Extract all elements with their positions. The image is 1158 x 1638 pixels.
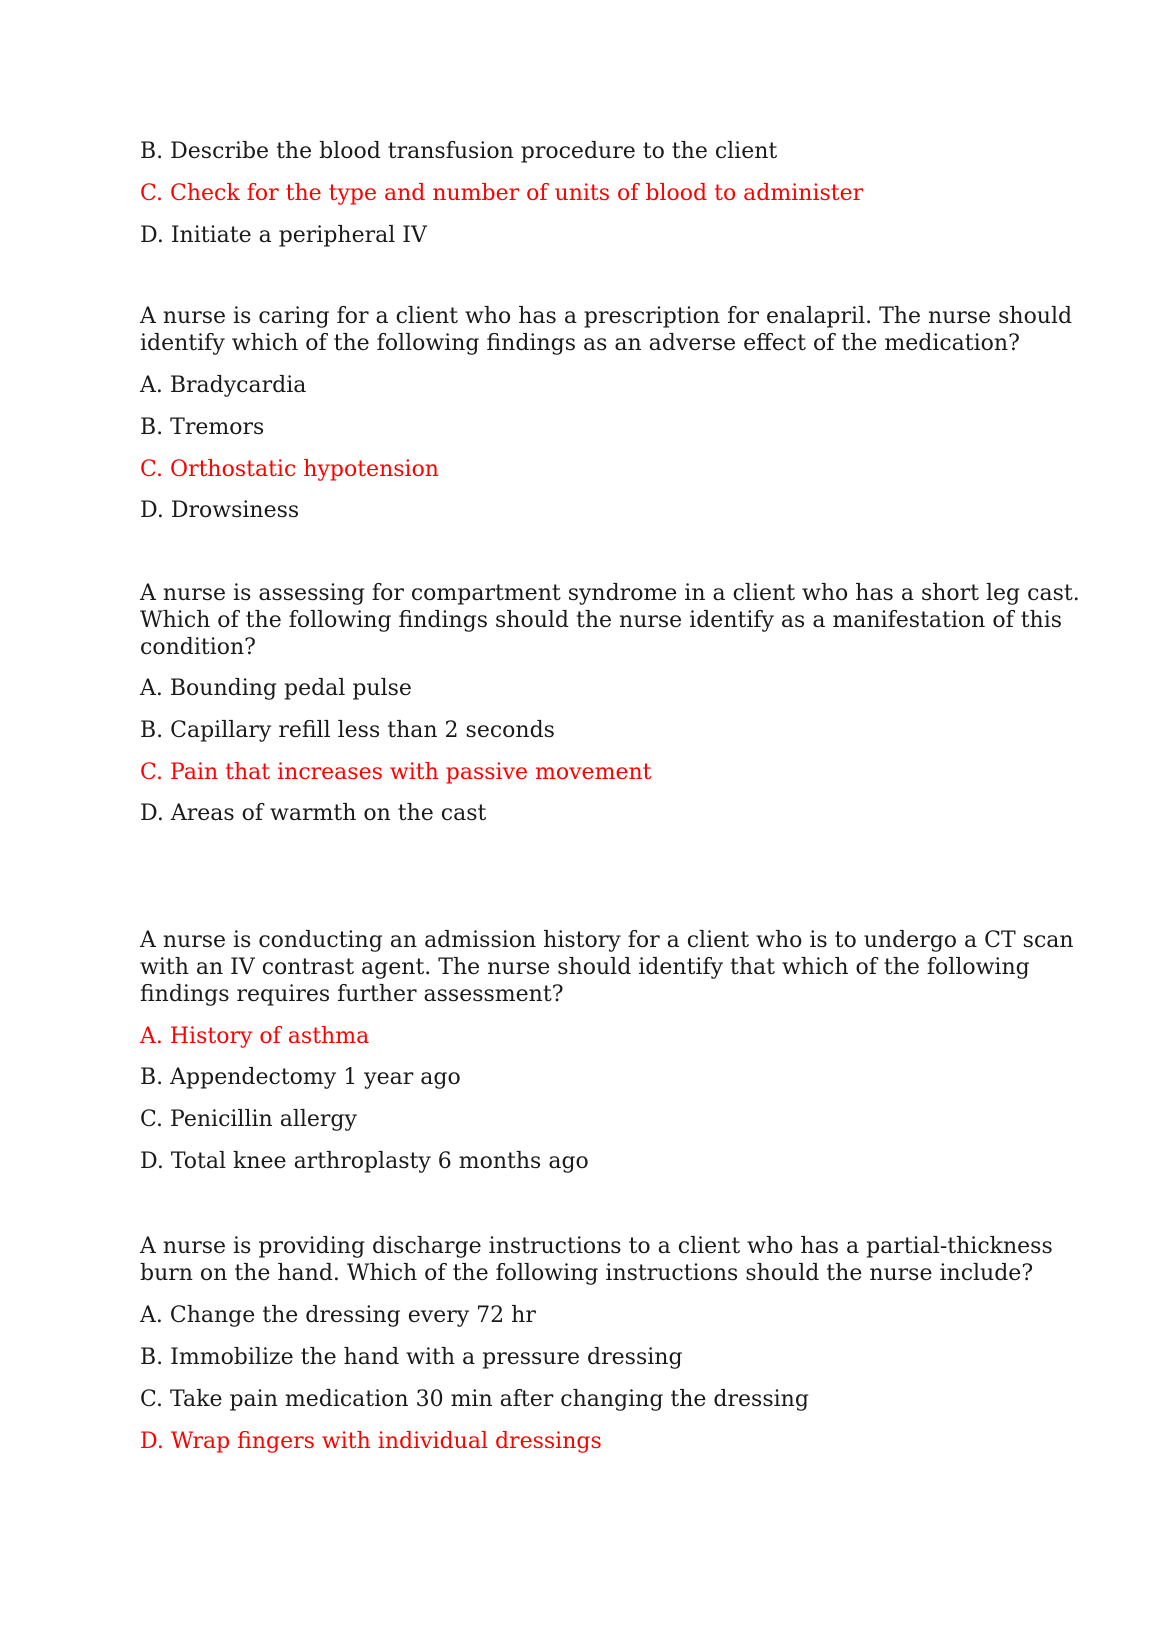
q1-stem-line-1: A nurse is caring for a client who has a prescription for enalapril. The nurse should xyxy=(140,304,1073,329)
q0-option-d: D. Initiate a peripheral IV xyxy=(140,223,427,248)
q3-stem-line-3: findings requires further assessment? xyxy=(140,982,564,1007)
q2-option-b: B. Capillary refill less than 2 seconds xyxy=(140,718,555,743)
q4-option-c: C. Take pain medication 30 min after changing the dressing xyxy=(140,1387,809,1412)
q1-option-c-correct: C. Orthostatic hypotension xyxy=(140,457,439,482)
q1-option-a: A. Bradycardia xyxy=(140,373,307,398)
q4-option-a: A. Change the dressing every 72 hr xyxy=(140,1303,536,1328)
q2-stem-line-1: A nurse is assessing for compartment syndrome in a client who has a short leg cast. xyxy=(140,581,1080,606)
q4-option-d-correct: D. Wrap fingers with individual dressings xyxy=(140,1429,602,1454)
q2-option-d: D. Areas of warmth on the cast xyxy=(140,801,487,826)
q2-option-c-correct: C. Pain that increases with passive movement xyxy=(140,760,652,785)
q1-stem-line-2: identify which of the following findings as an adverse effect of the medication? xyxy=(140,331,1020,356)
q1-option-d: D. Drowsiness xyxy=(140,498,300,523)
q3-option-c: C. Penicillin allergy xyxy=(140,1107,357,1132)
q2-option-a: A. Bounding pedal pulse xyxy=(140,676,412,701)
q2-stem-line-3: condition? xyxy=(140,635,256,660)
q3-option-a-correct: A. History of asthma xyxy=(140,1024,370,1049)
q1-option-b: B. Tremors xyxy=(140,415,265,440)
q0-option-c-correct: C. Check for the type and number of units of blood to administer xyxy=(140,181,864,206)
q0-option-b: B. Describe the blood transfusion procedure to the client xyxy=(140,139,778,164)
q3-option-d: D. Total knee arthroplasty 6 months ago xyxy=(140,1149,589,1174)
q4-option-b: B. Immobilize the hand with a pressure dressing xyxy=(140,1345,683,1370)
q3-stem-line-1: A nurse is conducting an admission history for a client who is to undergo a CT scan xyxy=(140,928,1074,953)
q3-stem-line-2: with an IV contrast agent. The nurse should identify that which of the following xyxy=(140,955,1030,980)
q2-stem-line-2: Which of the following findings should the nurse identify as a manifestation of this xyxy=(140,608,1063,633)
q3-option-b: B. Appendectomy 1 year ago xyxy=(140,1065,461,1090)
q4-stem-line-2: burn on the hand. Which of the following instructions should the nurse include? xyxy=(140,1261,1034,1286)
q4-stem-line-1: A nurse is providing discharge instructions to a client who has a partial-thickness xyxy=(140,1234,1053,1259)
